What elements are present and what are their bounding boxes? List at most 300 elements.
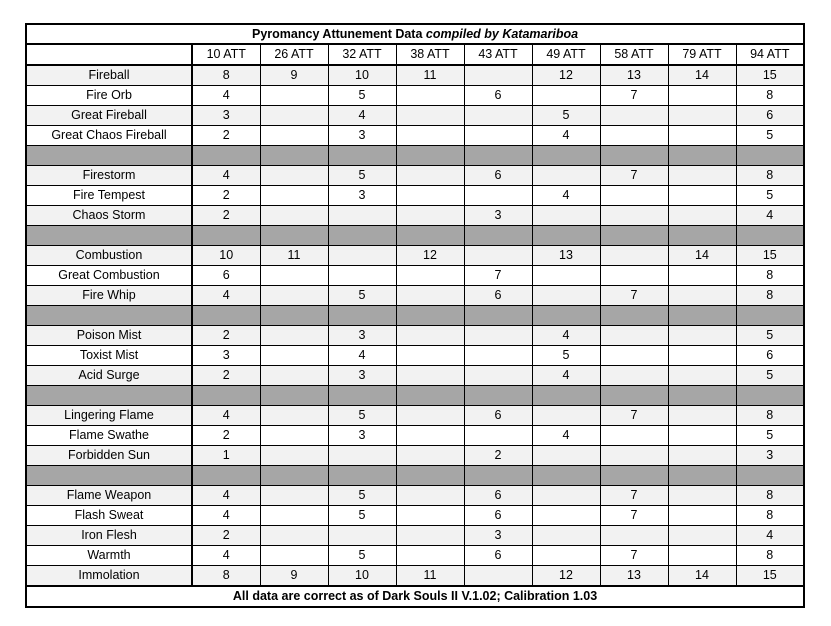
casts-cell xyxy=(600,206,668,226)
casts-cell: 7 xyxy=(600,506,668,526)
separator-cell xyxy=(668,226,736,246)
casts-cell xyxy=(600,426,668,446)
casts-cell: 6 xyxy=(464,86,532,106)
casts-cell: 5 xyxy=(328,166,396,186)
casts-cell xyxy=(668,346,736,366)
casts-cell xyxy=(260,366,328,386)
separator-cell xyxy=(396,226,464,246)
casts-cell: 1 xyxy=(192,446,260,466)
casts-cell: 8 xyxy=(736,506,804,526)
casts-cell: 7 xyxy=(600,86,668,106)
separator-cell xyxy=(192,146,260,166)
spell-name-cell: Poison Mist xyxy=(26,326,192,346)
group-separator-row xyxy=(26,306,804,326)
casts-cell: 8 xyxy=(736,266,804,286)
casts-cell xyxy=(396,266,464,286)
separator-cell xyxy=(464,306,532,326)
casts-cell xyxy=(600,246,668,266)
casts-cell: 12 xyxy=(532,65,600,86)
casts-cell: 5 xyxy=(736,426,804,446)
separator-cell xyxy=(26,146,192,166)
casts-cell: 3 xyxy=(736,446,804,466)
casts-cell xyxy=(532,266,600,286)
casts-cell xyxy=(532,546,600,566)
casts-cell xyxy=(532,446,600,466)
casts-cell: 4 xyxy=(532,326,600,346)
casts-cell xyxy=(532,526,600,546)
spell-name-cell: Immolation xyxy=(26,566,192,587)
casts-cell xyxy=(396,506,464,526)
casts-cell: 2 xyxy=(192,126,260,146)
casts-cell: 3 xyxy=(328,126,396,146)
casts-cell xyxy=(668,266,736,286)
casts-cell xyxy=(668,126,736,146)
casts-cell: 3 xyxy=(464,206,532,226)
separator-cell xyxy=(464,466,532,486)
separator-cell xyxy=(26,226,192,246)
casts-cell: 8 xyxy=(192,65,260,86)
casts-cell xyxy=(396,446,464,466)
casts-cell: 13 xyxy=(600,65,668,86)
casts-cell: 5 xyxy=(736,326,804,346)
column-header: 49 ATT xyxy=(532,44,600,65)
casts-cell xyxy=(396,366,464,386)
spell-name-cell: Flame Swathe xyxy=(26,426,192,446)
casts-cell xyxy=(260,326,328,346)
casts-cell: 5 xyxy=(328,406,396,426)
casts-cell xyxy=(600,526,668,546)
casts-cell xyxy=(668,166,736,186)
casts-cell: 3 xyxy=(328,426,396,446)
separator-cell xyxy=(328,466,396,486)
spell-name-cell: Flame Weapon xyxy=(26,486,192,506)
casts-cell: 4 xyxy=(192,506,260,526)
casts-cell: 13 xyxy=(532,246,600,266)
casts-cell: 7 xyxy=(600,166,668,186)
casts-cell: 2 xyxy=(192,326,260,346)
separator-cell xyxy=(532,306,600,326)
separator-cell xyxy=(192,306,260,326)
casts-cell xyxy=(600,106,668,126)
casts-cell xyxy=(668,106,736,126)
casts-cell xyxy=(668,406,736,426)
casts-cell xyxy=(464,346,532,366)
casts-cell xyxy=(668,186,736,206)
casts-cell: 2 xyxy=(192,366,260,386)
table-row xyxy=(26,266,804,286)
casts-cell: 5 xyxy=(328,546,396,566)
casts-cell: 6 xyxy=(464,506,532,526)
casts-cell: 8 xyxy=(736,166,804,186)
spell-name-cell: Combustion xyxy=(26,246,192,266)
casts-cell: 3 xyxy=(464,526,532,546)
separator-cell xyxy=(396,146,464,166)
casts-cell xyxy=(396,286,464,306)
casts-cell xyxy=(668,426,736,446)
separator-cell xyxy=(736,466,804,486)
casts-cell xyxy=(396,186,464,206)
separator-cell xyxy=(260,466,328,486)
casts-cell xyxy=(260,346,328,366)
casts-cell: 5 xyxy=(328,86,396,106)
casts-cell: 4 xyxy=(192,86,260,106)
casts-cell: 15 xyxy=(736,566,804,587)
separator-cell xyxy=(600,466,668,486)
casts-cell: 14 xyxy=(668,65,736,86)
separator-cell xyxy=(600,386,668,406)
casts-cell: 6 xyxy=(736,106,804,126)
casts-cell: 4 xyxy=(192,286,260,306)
casts-cell: 15 xyxy=(736,246,804,266)
casts-cell xyxy=(668,506,736,526)
table-row xyxy=(26,526,804,546)
casts-cell: 5 xyxy=(736,126,804,146)
spell-name-cell: Great Fireball xyxy=(26,106,192,126)
casts-cell: 12 xyxy=(532,566,600,587)
separator-cell xyxy=(736,386,804,406)
casts-cell: 4 xyxy=(192,406,260,426)
table-row xyxy=(26,126,804,146)
casts-cell: 4 xyxy=(736,526,804,546)
casts-cell: 5 xyxy=(532,346,600,366)
spell-name-cell: Warmth xyxy=(26,546,192,566)
casts-cell xyxy=(600,326,668,346)
casts-cell: 4 xyxy=(532,426,600,446)
casts-cell: 6 xyxy=(464,166,532,186)
casts-cell xyxy=(328,206,396,226)
separator-cell xyxy=(328,146,396,166)
table-row xyxy=(26,86,804,106)
separator-cell xyxy=(328,226,396,246)
table-row xyxy=(26,246,804,266)
column-header: 10 ATT xyxy=(192,44,260,65)
casts-cell xyxy=(328,266,396,286)
table-row xyxy=(26,286,804,306)
table-row xyxy=(26,346,804,366)
casts-cell xyxy=(532,486,600,506)
casts-cell: 10 xyxy=(328,65,396,86)
casts-cell: 11 xyxy=(396,65,464,86)
casts-cell: 3 xyxy=(328,366,396,386)
casts-cell xyxy=(260,526,328,546)
casts-cell xyxy=(396,126,464,146)
group-separator-row xyxy=(26,466,804,486)
spell-name-cell: Firestorm xyxy=(26,166,192,186)
casts-cell xyxy=(328,526,396,546)
casts-cell xyxy=(668,86,736,106)
separator-cell xyxy=(192,466,260,486)
casts-cell xyxy=(668,526,736,546)
casts-cell xyxy=(260,166,328,186)
separator-cell xyxy=(260,226,328,246)
table-row xyxy=(26,566,804,587)
casts-cell: 2 xyxy=(192,186,260,206)
casts-cell: 11 xyxy=(260,246,328,266)
casts-cell xyxy=(396,166,464,186)
separator-cell xyxy=(736,306,804,326)
casts-cell: 10 xyxy=(192,246,260,266)
casts-cell: 4 xyxy=(328,106,396,126)
separator-cell xyxy=(736,226,804,246)
casts-cell xyxy=(464,366,532,386)
casts-cell xyxy=(464,186,532,206)
table-row xyxy=(26,446,804,466)
casts-cell xyxy=(464,65,532,86)
casts-cell xyxy=(600,186,668,206)
casts-cell: 7 xyxy=(600,286,668,306)
casts-cell xyxy=(532,506,600,526)
casts-cell: 4 xyxy=(532,366,600,386)
separator-cell xyxy=(736,146,804,166)
casts-cell xyxy=(396,486,464,506)
casts-cell: 4 xyxy=(736,206,804,226)
casts-cell xyxy=(328,446,396,466)
casts-cell xyxy=(260,486,328,506)
casts-cell xyxy=(260,186,328,206)
casts-cell xyxy=(532,406,600,426)
spell-name-cell: Toxist Mist xyxy=(26,346,192,366)
separator-cell xyxy=(26,306,192,326)
casts-cell: 8 xyxy=(736,546,804,566)
casts-cell: 7 xyxy=(600,546,668,566)
separator-cell xyxy=(192,226,260,246)
casts-cell: 5 xyxy=(532,106,600,126)
separator-cell xyxy=(668,386,736,406)
column-header: 94 ATT xyxy=(736,44,804,65)
casts-cell: 3 xyxy=(328,326,396,346)
casts-cell: 11 xyxy=(396,566,464,587)
casts-cell: 3 xyxy=(328,186,396,206)
title-main: Pyromancy Attunement Data xyxy=(252,26,423,41)
casts-cell xyxy=(396,206,464,226)
casts-cell: 4 xyxy=(192,166,260,186)
casts-cell xyxy=(260,86,328,106)
casts-cell xyxy=(600,366,668,386)
table-title xyxy=(26,24,804,44)
separator-cell xyxy=(600,146,668,166)
casts-cell xyxy=(668,546,736,566)
casts-cell: 9 xyxy=(260,65,328,86)
footer-row xyxy=(26,586,804,607)
spell-name-cell: Fire Whip xyxy=(26,286,192,306)
table-row xyxy=(26,206,804,226)
table-row xyxy=(26,65,804,86)
casts-cell xyxy=(396,346,464,366)
casts-cell xyxy=(464,126,532,146)
casts-cell: 4 xyxy=(192,486,260,506)
column-header-row xyxy=(26,44,804,65)
footer-note: All data are correct as of Dark Souls II V.1.02; Calibration 1.03 xyxy=(26,586,804,607)
spell-name-cell: Iron Flesh xyxy=(26,526,192,546)
separator-cell xyxy=(260,306,328,326)
casts-cell: 7 xyxy=(600,486,668,506)
group-separator-row xyxy=(26,146,804,166)
casts-cell: 3 xyxy=(192,106,260,126)
table-row xyxy=(26,426,804,446)
casts-cell: 7 xyxy=(464,266,532,286)
separator-cell xyxy=(260,146,328,166)
separator-cell xyxy=(532,226,600,246)
casts-cell: 2 xyxy=(192,526,260,546)
casts-cell: 6 xyxy=(464,406,532,426)
casts-cell xyxy=(260,266,328,286)
table-row xyxy=(26,166,804,186)
casts-cell xyxy=(396,426,464,446)
column-header: 79 ATT xyxy=(668,44,736,65)
spell-name-cell: Great Chaos Fireball xyxy=(26,126,192,146)
spell-name-cell: Great Combustion xyxy=(26,266,192,286)
casts-cell: 8 xyxy=(192,566,260,587)
casts-cell xyxy=(260,446,328,466)
separator-cell xyxy=(668,466,736,486)
group-separator-row xyxy=(26,226,804,246)
casts-cell: 7 xyxy=(600,406,668,426)
separator-cell xyxy=(464,386,532,406)
casts-cell xyxy=(532,86,600,106)
casts-cell: 2 xyxy=(192,206,260,226)
casts-cell xyxy=(668,286,736,306)
column-header: 43 ATT xyxy=(464,44,532,65)
casts-cell xyxy=(396,406,464,426)
casts-cell: 6 xyxy=(464,546,532,566)
spell-name-cell: Fireball xyxy=(26,65,192,86)
table-row xyxy=(26,106,804,126)
spell-name-cell: Lingering Flame xyxy=(26,406,192,426)
casts-cell xyxy=(464,246,532,266)
separator-cell xyxy=(668,306,736,326)
casts-cell xyxy=(464,566,532,587)
spell-name-cell: Forbidden Sun xyxy=(26,446,192,466)
casts-cell: 6 xyxy=(192,266,260,286)
separator-cell xyxy=(532,386,600,406)
title-credit: compiled by Katamariboa xyxy=(425,26,579,41)
casts-cell xyxy=(328,246,396,266)
column-header: 38 ATT xyxy=(396,44,464,65)
table-row xyxy=(26,406,804,426)
casts-cell: 13 xyxy=(600,566,668,587)
casts-cell xyxy=(532,206,600,226)
casts-cell xyxy=(600,126,668,146)
casts-cell xyxy=(260,546,328,566)
spell-name-cell: Fire Tempest xyxy=(26,186,192,206)
separator-cell xyxy=(532,466,600,486)
casts-cell xyxy=(396,106,464,126)
casts-cell: 8 xyxy=(736,86,804,106)
casts-cell xyxy=(396,86,464,106)
casts-cell: 4 xyxy=(192,546,260,566)
casts-cell xyxy=(668,486,736,506)
casts-cell: 3 xyxy=(192,346,260,366)
casts-cell xyxy=(668,446,736,466)
spell-name-cell: Flash Sweat xyxy=(26,506,192,526)
table-row xyxy=(26,486,804,506)
separator-cell xyxy=(396,466,464,486)
separator-cell xyxy=(396,306,464,326)
header-corner-cell xyxy=(26,44,192,65)
casts-cell: 4 xyxy=(532,126,600,146)
casts-cell xyxy=(600,266,668,286)
separator-cell xyxy=(464,146,532,166)
casts-cell xyxy=(668,206,736,226)
separator-cell xyxy=(192,386,260,406)
casts-cell: 12 xyxy=(396,246,464,266)
casts-cell: 2 xyxy=(192,426,260,446)
casts-cell: 8 xyxy=(736,486,804,506)
casts-cell xyxy=(600,346,668,366)
casts-cell xyxy=(668,366,736,386)
table-row xyxy=(26,546,804,566)
column-header: 58 ATT xyxy=(600,44,668,65)
casts-cell: 5 xyxy=(328,486,396,506)
casts-cell: 14 xyxy=(668,246,736,266)
casts-cell xyxy=(260,426,328,446)
spell-name-cell: Fire Orb xyxy=(26,86,192,106)
casts-cell xyxy=(464,326,532,346)
casts-cell xyxy=(600,446,668,466)
casts-cell: 4 xyxy=(532,186,600,206)
title-row xyxy=(26,24,804,44)
separator-cell xyxy=(26,386,192,406)
casts-cell: 14 xyxy=(668,566,736,587)
casts-cell: 5 xyxy=(328,286,396,306)
spell-name-cell: Acid Surge xyxy=(26,366,192,386)
pyromancy-attunement-table xyxy=(25,23,805,608)
casts-cell: 6 xyxy=(464,486,532,506)
table-row xyxy=(26,366,804,386)
separator-cell xyxy=(600,306,668,326)
casts-cell xyxy=(668,326,736,346)
casts-cell xyxy=(260,286,328,306)
separator-cell xyxy=(532,146,600,166)
table-row xyxy=(26,506,804,526)
casts-cell: 15 xyxy=(736,65,804,86)
casts-cell xyxy=(532,286,600,306)
group-separator-row xyxy=(26,386,804,406)
casts-cell xyxy=(396,326,464,346)
casts-cell xyxy=(464,426,532,446)
casts-cell: 6 xyxy=(736,346,804,366)
separator-cell xyxy=(668,146,736,166)
casts-cell xyxy=(260,126,328,146)
separator-cell xyxy=(26,466,192,486)
casts-cell xyxy=(396,546,464,566)
casts-cell xyxy=(260,406,328,426)
table-row xyxy=(26,186,804,206)
casts-cell: 5 xyxy=(736,366,804,386)
column-header: 32 ATT xyxy=(328,44,396,65)
casts-cell: 5 xyxy=(736,186,804,206)
casts-cell: 8 xyxy=(736,286,804,306)
spell-name-cell: Chaos Storm xyxy=(26,206,192,226)
casts-cell: 9 xyxy=(260,566,328,587)
separator-cell xyxy=(600,226,668,246)
casts-cell: 2 xyxy=(464,446,532,466)
separator-cell xyxy=(328,386,396,406)
casts-cell xyxy=(464,106,532,126)
column-header: 26 ATT xyxy=(260,44,328,65)
casts-cell xyxy=(260,106,328,126)
separator-cell xyxy=(396,386,464,406)
casts-cell xyxy=(532,166,600,186)
table-row xyxy=(26,326,804,346)
casts-cell: 10 xyxy=(328,566,396,587)
casts-cell xyxy=(260,506,328,526)
casts-cell xyxy=(396,526,464,546)
separator-cell xyxy=(260,386,328,406)
casts-cell: 5 xyxy=(328,506,396,526)
separator-cell xyxy=(328,306,396,326)
separator-cell xyxy=(464,226,532,246)
